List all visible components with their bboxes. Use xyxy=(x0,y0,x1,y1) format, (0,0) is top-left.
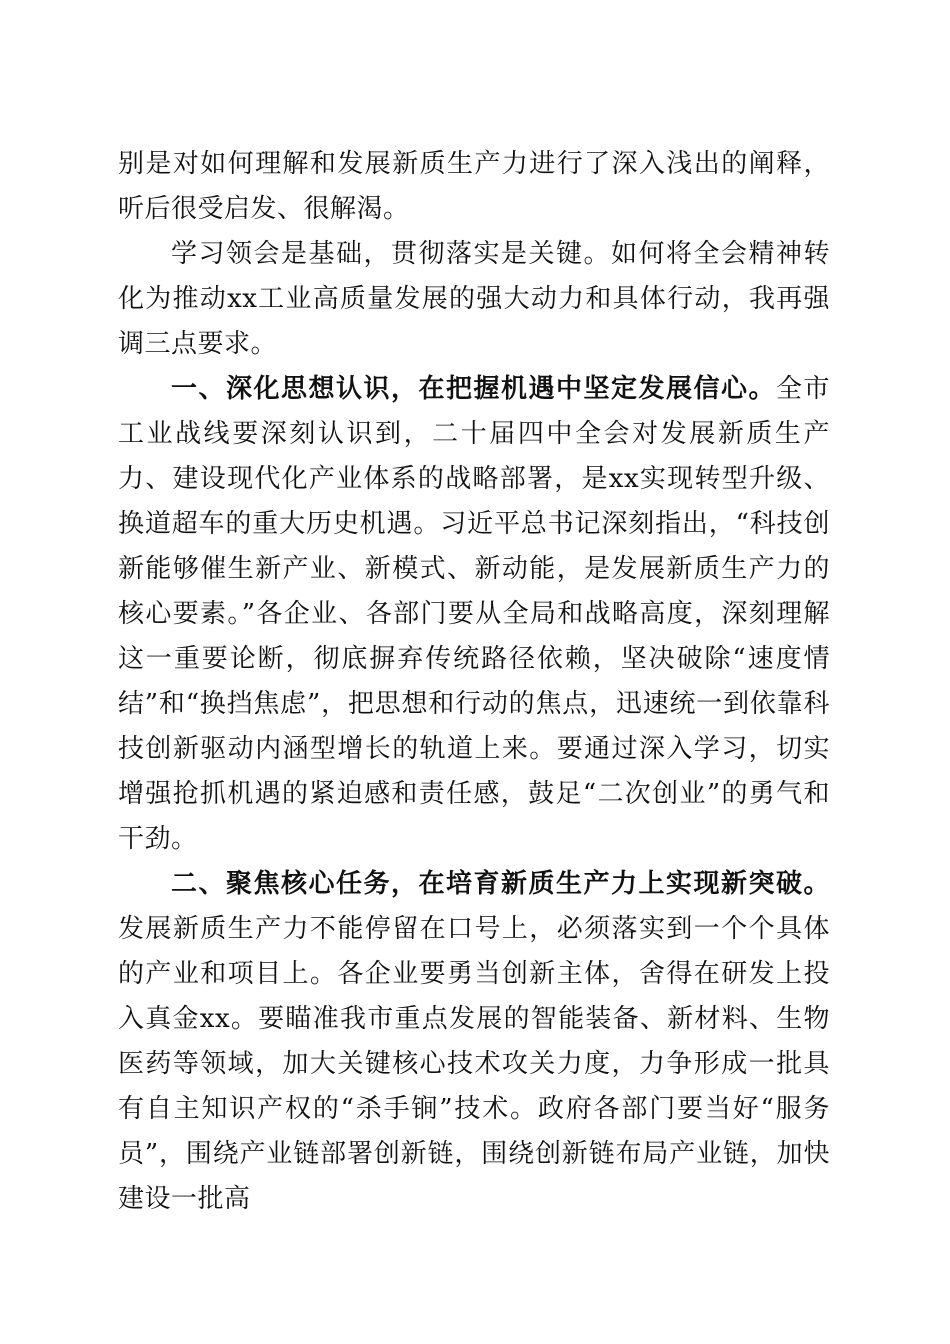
paragraph-2-text: 学习领会是基础，贯彻落实是关键。如何将全会精神转化为推动xx工业高质量发展的强大动力和具体行动，我再强调三点要求。 xyxy=(118,239,830,359)
paragraph-4 xyxy=(118,862,830,1222)
document-body xyxy=(118,142,830,1222)
paragraph-4-text: 发展新质生产力不能停留在口号上，必须落实到一个个具体的产业和项目上。各企业要勇当创新主体，舍得在研发上投入真金xx。要瞄准我市重点发展的智能装备、新材料、生物医药等领域，加大关键核心技术攻关力度，力争形成一批具有自主知识产权的“杀手锏”技术。政府各部门要当好“服务员”，围绕产业链部署创新链，围绕创新链布局产业链，加快建设一批高 xyxy=(118,914,830,1214)
section-heading-1: 一、深化思想认识，在把握机遇中坚定发展信心。 xyxy=(171,374,776,404)
section-heading-2: 二、聚焦核心任务，在培育新质生产力上实现新突破。 xyxy=(171,869,830,899)
paragraph-1-text: 别是对如何理解和发展新质生产力进行了深入浅出的阐释，听后很受启发、很解渴。 xyxy=(118,149,830,224)
paragraph-3-text: 全市工业战线要深刻认识到，二十届四中全会对发展新质生产力、建设现代化产业体系的战略部署，是xx实现转型升级、换道超车的重大历史机遇。习近平总书记深刻指出，“科技创新能够催生新产业、新模式、新动能，是发展新质生产力的核心要素。”各企业、各部门要从全局和战略高度，深刻理解这一重要论断，彻底摒弃传统路径依赖，坚决破除“速度情结”和“换挡焦虑”，把思想和行动的焦点，迅速统一到依靠科技创新驱动内涵型增长的轨道上来。要通过深入学习，切实增强抢抓机遇的紧迫感和责任感，鼓足“二次创业”的勇气和干劲。 xyxy=(118,374,830,854)
paragraph-3 xyxy=(118,367,830,862)
paragraph-1 xyxy=(118,142,830,232)
paragraph-2 xyxy=(118,232,830,367)
